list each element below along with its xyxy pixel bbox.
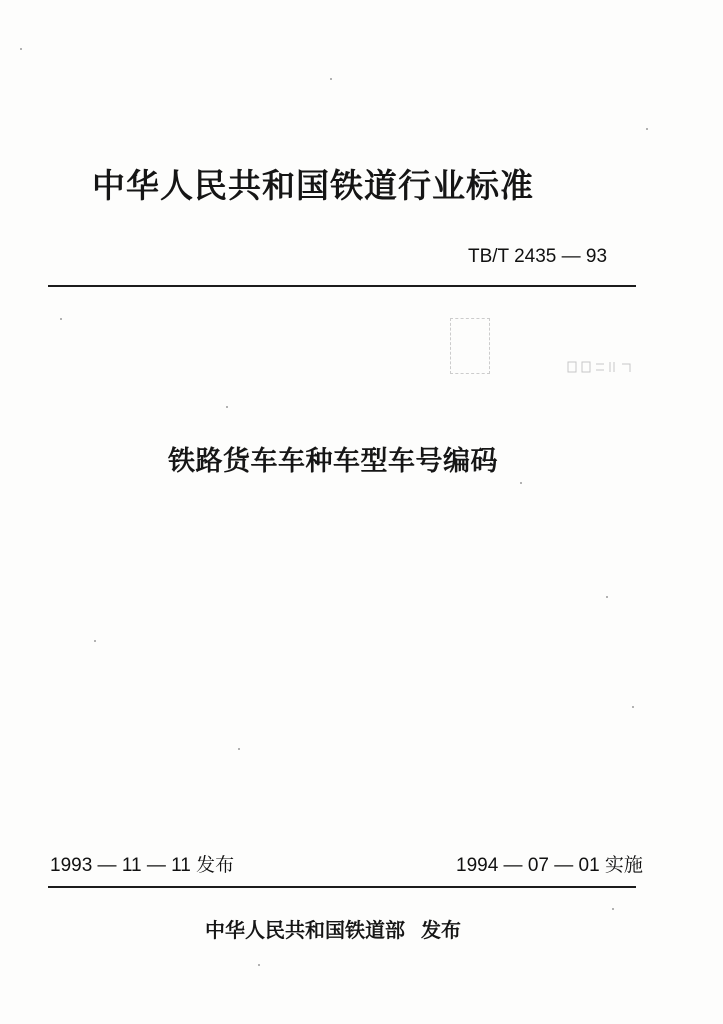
footer-divider [48,886,636,888]
scan-speck [60,318,62,320]
publisher-line [205,914,461,943]
scan-speck [330,78,332,80]
standard-code: TB/T 2435 — 93 [468,246,608,267]
effective-date: 1994 — 07 — 01 实施 [456,855,643,876]
issue-date: 1993 — 11 — 11 发布 [50,855,235,876]
scan-speck [520,482,522,484]
publisher-action: 发布 [421,918,461,942]
scan-speck [258,964,260,966]
header-divider [48,285,636,287]
scan-speck [238,748,240,750]
scan-speck [632,706,634,708]
faint-stamp-mark [450,318,490,374]
scan-speck [226,406,228,408]
scan-speck [94,640,96,642]
scan-speck [646,128,648,130]
standard-category-heading: 中华人民共和国铁道行业标准 [92,166,534,205]
scan-speck [612,908,614,910]
scan-speck [606,596,608,598]
publisher-name: 中华人民共和国铁道部 [205,918,405,942]
faint-scan-marks [566,356,636,378]
scan-speck [20,48,22,50]
document-title: 铁路货车车种车型车号编码 [168,446,498,477]
